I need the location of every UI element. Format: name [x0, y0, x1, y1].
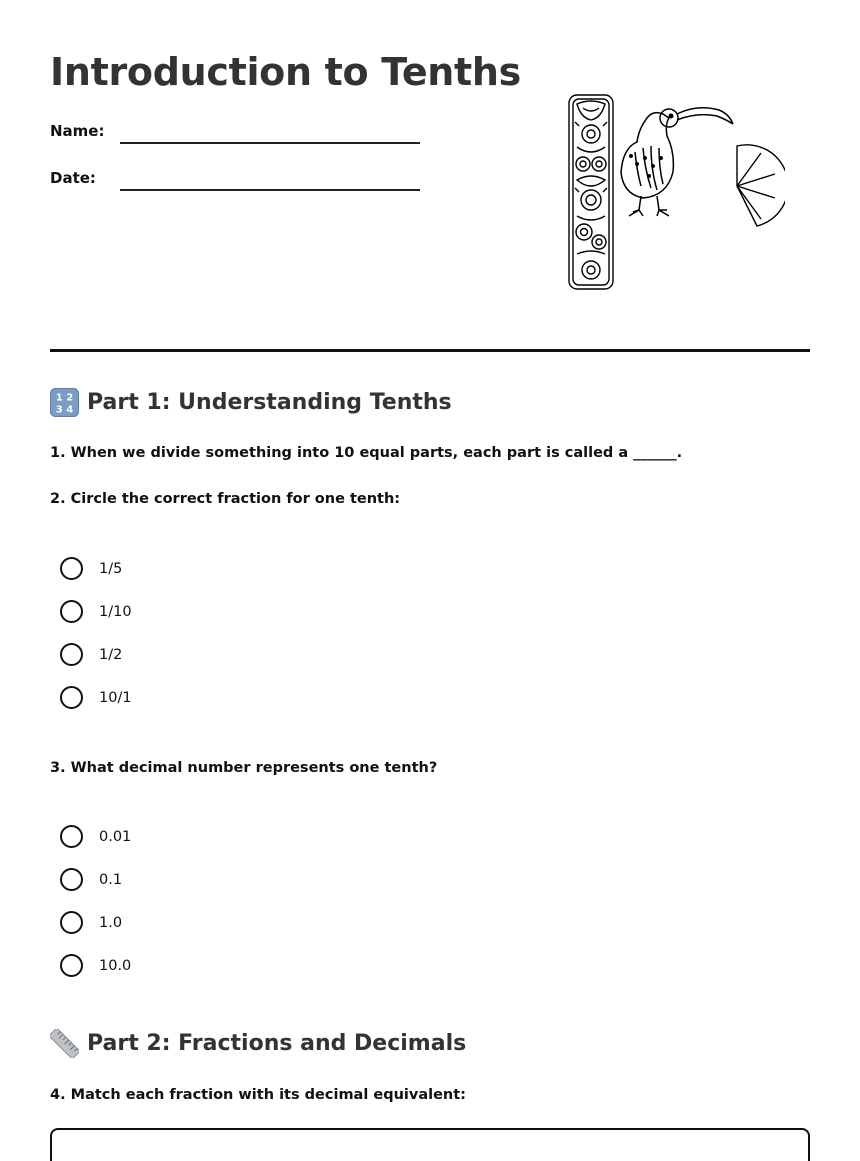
matching-box [50, 1128, 810, 1161]
option-label: 1/10 [99, 603, 132, 620]
option-label: 0.01 [99, 828, 132, 845]
radio-button[interactable] [60, 868, 83, 891]
part2-heading [50, 1029, 466, 1058]
q3-option-2[interactable] [60, 868, 122, 891]
question-1: 1. When we divide something into 10 equal parts, each part is called a ______. [50, 445, 683, 461]
date-label: Date: [50, 169, 96, 187]
ruler-icon [50, 1029, 79, 1058]
part1-heading [50, 388, 452, 417]
worksheet-page [50, 0, 810, 1161]
option-label: 10/1 [99, 689, 132, 706]
header-divider [50, 349, 810, 352]
radio-button[interactable] [60, 557, 83, 580]
q2-option-3[interactable] [60, 643, 122, 666]
svg-text:3 4: 3 4 [55, 404, 74, 416]
part1-heading-text: Part 1: Understanding Tenths [87, 390, 452, 415]
radio-button[interactable] [60, 600, 83, 623]
q2-option-4[interactable] [60, 686, 132, 709]
option-label: 0.1 [99, 871, 123, 888]
radio-button[interactable] [60, 825, 83, 848]
option-label: 1/2 [99, 646, 123, 663]
option-label: 10.0 [99, 957, 132, 974]
name-label: Name: [50, 122, 105, 140]
header-illustration [565, 92, 785, 292]
q3-option-1[interactable] [60, 825, 131, 848]
question-4: 4. Match each fraction with its decimal equivalent: [50, 1087, 466, 1103]
radio-button[interactable] [60, 954, 83, 977]
carved-pole-icon [569, 95, 613, 289]
date-field[interactable] [120, 189, 420, 191]
radio-button[interactable] [60, 911, 83, 934]
q2-option-1[interactable] [60, 557, 122, 580]
question-3: 3. What decimal number represents one tenth? [50, 760, 438, 776]
fraction-wheel-icon [737, 145, 785, 226]
option-label: 1/5 [99, 560, 123, 577]
svg-text:1 2: 1 2 [55, 392, 74, 404]
name-field[interactable] [120, 142, 420, 144]
radio-button[interactable] [60, 643, 83, 666]
q3-option-4[interactable] [60, 954, 131, 977]
q2-option-2[interactable] [60, 600, 132, 623]
q3-option-3[interactable] [60, 911, 122, 934]
numbers-icon [50, 388, 79, 417]
page-title: Introduction to Tenths [50, 50, 521, 94]
part2-heading-text: Part 2: Fractions and Decimals [87, 1031, 467, 1056]
option-label: 1.0 [99, 914, 123, 931]
radio-button[interactable] [60, 686, 83, 709]
kiwi-bird-icon [621, 108, 733, 216]
question-2: 2. Circle the correct fraction for one tenth: [50, 491, 401, 507]
